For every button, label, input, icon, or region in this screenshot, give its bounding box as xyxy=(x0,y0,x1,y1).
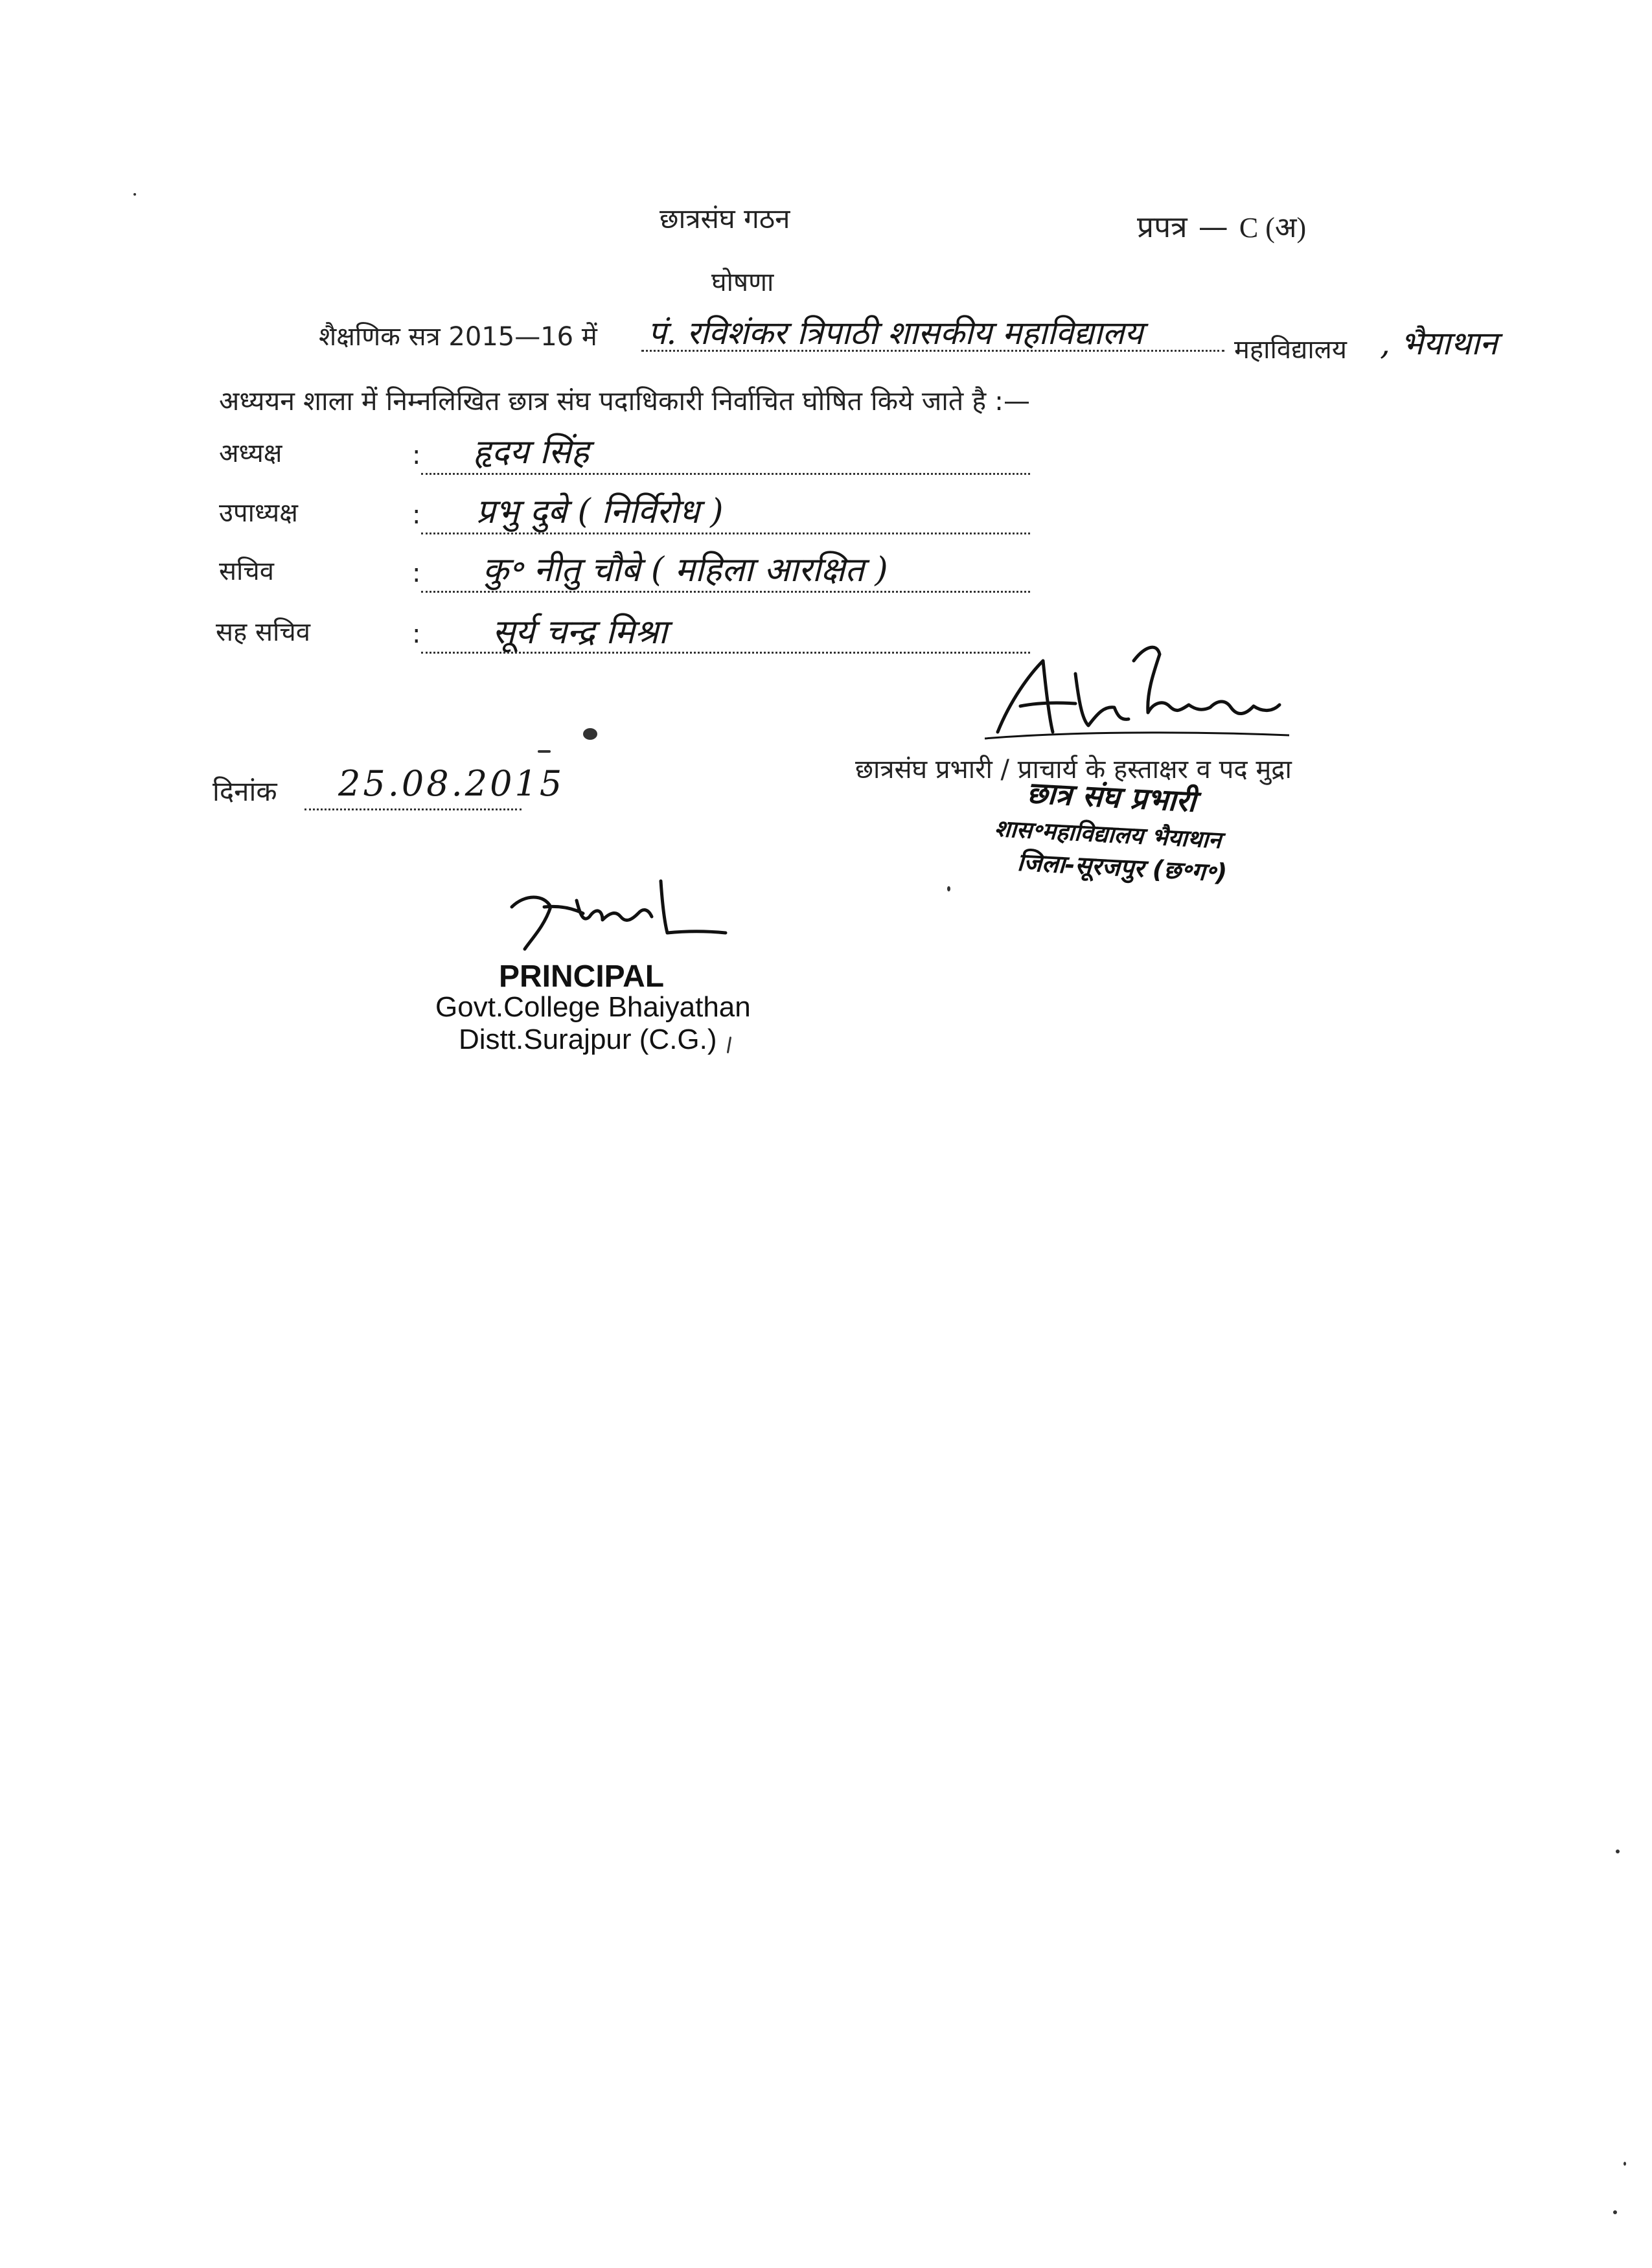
declaration-line-2: अध्ययन शाला में निम्नलिखित छात्र संघ पदाधिकारी निर्वाचित घोषित किये जाते है :— xyxy=(219,385,1030,417)
bearer-name-handwritten: सूर्य चन्द्र मिश्रा xyxy=(492,613,667,652)
principal-title: PRINCIPAL xyxy=(499,959,665,994)
scan-speck xyxy=(1623,2162,1626,2166)
principal-signature xyxy=(505,868,739,952)
post-label: उपाध्यक्ष xyxy=(219,498,298,528)
incharge-caption: छात्रसंघ प्रभारी / प्राचार्य के हस्ताक्षर व पद मुद्रा xyxy=(855,755,1292,785)
date-dotted-line xyxy=(304,808,522,810)
incharge-signature xyxy=(985,635,1296,745)
principal-college: Govt.College Bhaiyathan xyxy=(435,991,751,1023)
stamp-line-2: शास॰महाविद्यालय भैयाथान xyxy=(994,815,1222,854)
form-number-label: प्रपत्र xyxy=(1137,209,1187,244)
post-colon: : xyxy=(412,558,421,588)
scan-speck xyxy=(1613,2210,1617,2214)
post-colon: : xyxy=(412,441,421,470)
post-colon: : xyxy=(412,500,421,530)
form-number xyxy=(1137,206,1306,246)
form-number-dash: — xyxy=(1198,209,1228,244)
stamp-line-3: जिला-सूरजपुर (छ॰ग॰) xyxy=(1016,847,1228,888)
college-suffix: महाविद्यालय xyxy=(1234,335,1347,365)
post-label: सह सचिव xyxy=(216,617,311,647)
scan-speck xyxy=(133,193,136,196)
stamp-line-1: छात्र संघ प्रभारी xyxy=(1026,775,1197,819)
bearer-name-handwritten: प्रभु दुबे ( निर्विरोध ) xyxy=(476,492,724,531)
date-value-handwritten: 25.08.2015 xyxy=(338,763,565,804)
bearer-name-handwritten: हृदय सिंह xyxy=(473,433,590,472)
date-label: दिनांक xyxy=(212,775,277,807)
form-number-code: C (अ) xyxy=(1239,212,1307,244)
document-subtitle: घोषणा xyxy=(711,268,774,297)
bearer-name-handwritten: कु॰ नीतु चौबे ( महिला आरक्षित ) xyxy=(483,551,888,590)
session-prefix: शैक्षणिक सत्र 2015—16 में xyxy=(319,322,597,352)
scan-speck xyxy=(727,1037,731,1053)
scan-speck xyxy=(1616,1850,1620,1853)
post-label: अध्यक्ष xyxy=(219,439,282,468)
scan-speck xyxy=(538,750,551,753)
scan-speck xyxy=(583,728,597,740)
page-title: छात्रसंघ गठन xyxy=(660,203,790,235)
post-label: सचिव xyxy=(219,556,275,586)
principal-district: Distt.Surajpur (C.G.) xyxy=(459,1024,717,1055)
post-colon: : xyxy=(412,619,421,649)
college-name-handwritten: पं. रविशंकर त्रिपाठी शासकीय महाविद्यालय xyxy=(648,314,1143,352)
place-handwritten: , भैयाथान xyxy=(1380,325,1498,362)
scan-speck xyxy=(947,886,950,891)
